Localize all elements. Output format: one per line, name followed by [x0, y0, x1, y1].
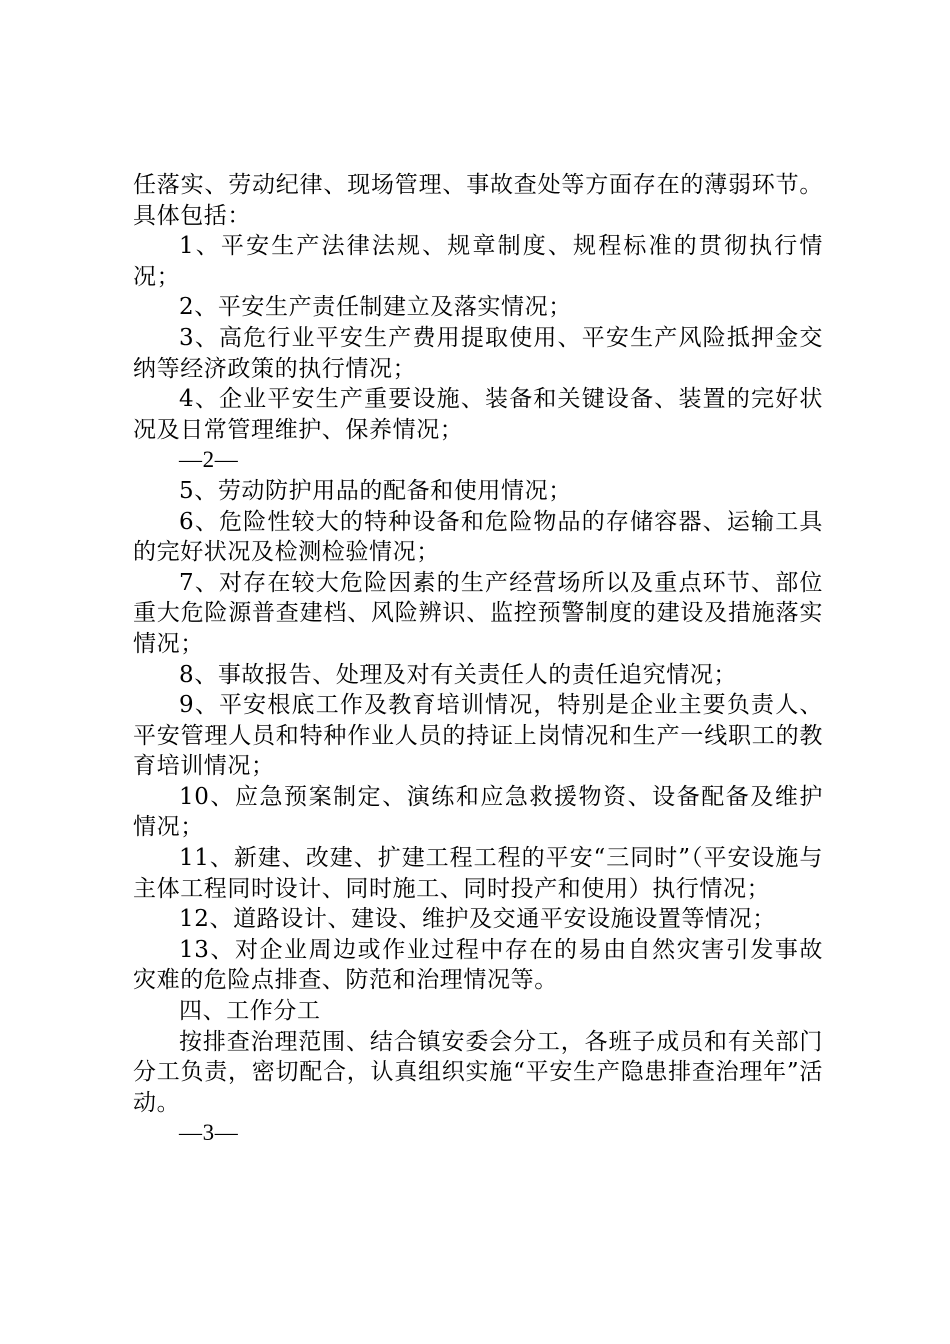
list-item-8: 8、事故报告、处理及对有关责任人的责任追究情况； — [179, 661, 738, 688]
list-item-4: 4、企业平安生产重要设施、装备和关键设备、装置的完好状况及日常管理维护、保养情况； — [133, 386, 823, 443]
section-4-paragraph: 按排查治理范围、结合镇安委会分工，各班子成员和有关部门分工负责，密切配合，认真组织实施“平安生产隐患排查治理年”活动。 — [133, 1028, 823, 1116]
section-heading-4: 四、工作分工 — [179, 998, 321, 1025]
list-item-1: 1、平安生产法律法规、规章制度、规程标准的贯彻执行情况； — [133, 233, 823, 290]
document-body — [133, 170, 823, 1149]
list-item-6: 6、危险性较大的特种设备和危险物品的存储容器、运输工具的完好状况及检测检验情况； — [133, 508, 823, 566]
list-item-5: 5、劳动防护用品的配备和使用情况； — [179, 477, 572, 504]
page-number-2: —2— — [179, 447, 239, 473]
list-item-12: 12、道路设计、建设、维护及交通平安设施设置等情况； — [179, 906, 776, 933]
list-item-10: 10、应急预案制定、演练和应急救援物资、设备配备及维护情况； — [133, 783, 823, 841]
page-number-3: —3— — [179, 1120, 239, 1146]
list-item-2: 2、平安生产责任制建立及落实情况； — [179, 294, 572, 321]
intro-paragraph: 任落实、劳动纪律、现场管理、事故查处等方面存在的薄弱环节。具体包括： — [133, 172, 823, 229]
list-item-9: 9、平安根底工作及教育培训情况，特别是企业主要负责人、平安管理人员和特种作业人员的持证上岗情况和生产一线职工的教育培训情况； — [133, 692, 823, 780]
list-item-7: 7、对存在较大危险因素的生产经营场所以及重点环节、部位重大危险源普查建档、风险辨识、监控预警制度的建设及措施落实情况； — [133, 569, 823, 657]
list-item-13: 13、对企业周边或作业过程中存在的易由自然灾害引发事故灾难的危险点排查、防范和治理情况等。 — [133, 936, 823, 994]
list-item-11: 11、新建、改建、扩建工程工程的平安“三同时”（平安设施与主体工程同时设计、同时施工、同时投产和使用）执行情况； — [133, 845, 823, 902]
list-item-3: 3、高危行业平安生产费用提取使用、平安生产风险抵押金交纳等经济政策的执行情况； — [133, 324, 823, 382]
